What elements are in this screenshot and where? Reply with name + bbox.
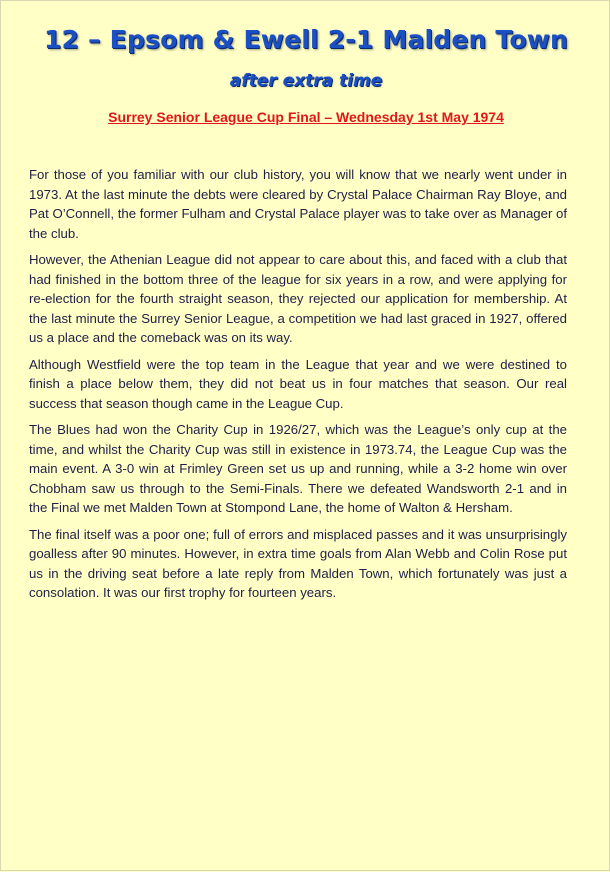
article-body [29, 165, 567, 610]
paragraph: The Blues had won the Charity Cup in 1926/27, which was the League’s only cup at the time, and whilst the Charity Cup was still in existence in 1973.74, the League Cup was the main event. A 3-0 win at Frimley Green set us up and running, while a 3-2 home win over Chobham saw us through to the Semi-Finals. There we defeated Wandsworth 2-1 and in the Final we met Malden Town at Stompond Lane, the home of Walton & Hersham. [29, 422, 567, 515]
page-subtitle: after extra time [229, 71, 383, 91]
paragraph: Although Westfield were the top team in the League that year and we were destined to finish a place below them, they did not beat us in four matches that season. Our real success that season though came in the League Cup. [29, 356, 567, 411]
paragraph: The final itself was a poor one; full of errors and misplaced passes and it was unsurprisingly goalless after 90 minutes. However, in extra time goals from Alan Webb and Colin Rose put us in the driving seat before a late reply from Malden Town, which fortunately was just a consolation. It was our first trophy for fourteen years. [29, 526, 567, 600]
paragraph: For those of you familiar with our club history, you will know that we nearly went under in 1973. At the last minute the debts were cleared by Crystal Palace Chairman Ray Bloye, and Pat O’Connell, the former Fulham and Crystal Palace player was to take over as Manager of the club. [29, 167, 568, 241]
paragraph: However, the Athenian League did not appear to care about this, and faced with a club that had finished in the bottom three of the league for six years in a row, and were applying for re-election for the fourth straight season, they rejected our application for membership. At the last minute the Surrey Senior League, a competition we had last graced in 1927, offered us a place and the comeback was on its way. [29, 252, 567, 345]
page-title: 12 – Epsom & Ewell 2-1 Malden Town [43, 25, 569, 54]
event-heading: Surrey Senior League Cup Final – Wednesday 1st May 1974 [108, 109, 504, 125]
document-page [1, 1, 610, 872]
